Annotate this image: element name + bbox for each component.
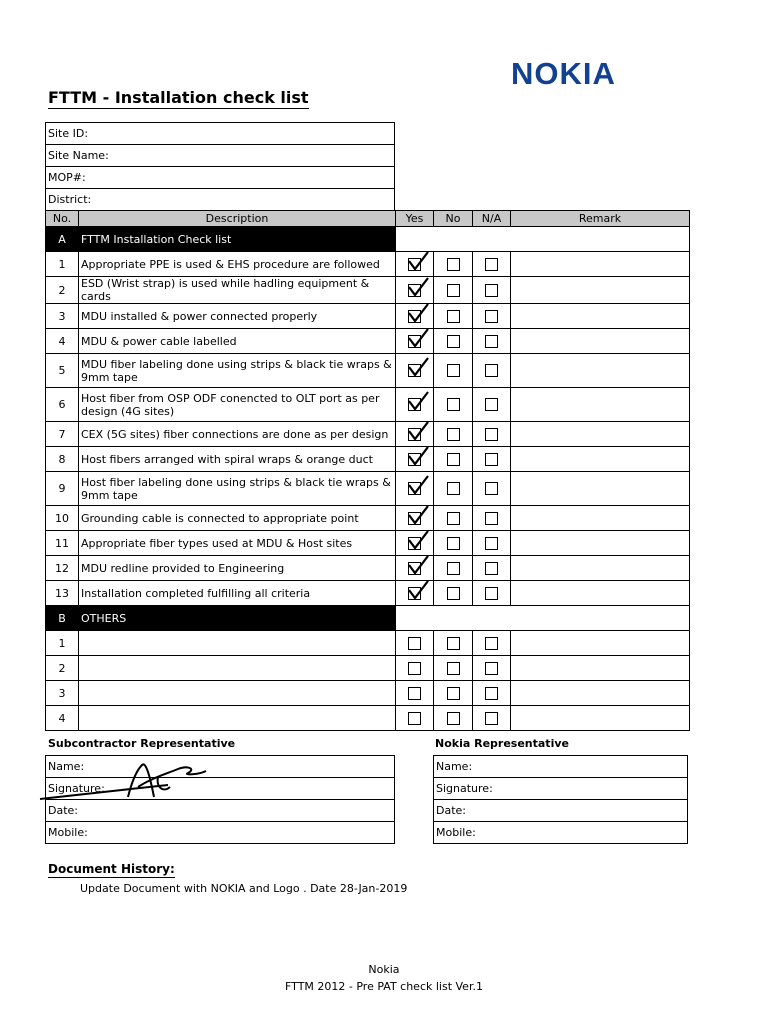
- na-checkbox[interactable]: [485, 453, 498, 466]
- yes-checkbox[interactable]: [408, 428, 421, 441]
- remark-cell[interactable]: [511, 447, 690, 472]
- section-a-title: FTTM Installation Check list: [79, 227, 396, 252]
- header-no-col: No: [434, 211, 473, 227]
- remark-cell[interactable]: [511, 681, 690, 706]
- item-description: Host fibers arranged with spiral wraps & orange duct: [79, 447, 396, 472]
- nokia-mobile-field[interactable]: Mobile:: [434, 822, 688, 844]
- item-number: 12: [46, 556, 79, 581]
- yes-checkbox[interactable]: [408, 662, 421, 675]
- item-number: 9: [46, 472, 79, 506]
- checklist-table: [45, 210, 690, 731]
- nokia-signature-field[interactable]: Signature:: [434, 778, 688, 800]
- section-b-letter: B: [46, 606, 79, 631]
- na-checkbox[interactable]: [485, 537, 498, 550]
- na-checkbox[interactable]: [485, 310, 498, 323]
- table-row: [46, 531, 690, 556]
- yes-checkbox[interactable]: [408, 310, 421, 323]
- other-description[interactable]: [79, 681, 396, 706]
- item-number: 1: [46, 252, 79, 277]
- signature-scribble: [38, 757, 213, 807]
- sub-mobile-field[interactable]: Mobile:: [46, 822, 395, 844]
- other-description[interactable]: [79, 631, 396, 656]
- subcontractor-title: Subcontractor Representative: [48, 737, 236, 750]
- document-title: FTTM - Installation check list: [48, 88, 309, 107]
- check-mark-icon: [406, 475, 432, 497]
- item-number: 13: [46, 581, 79, 606]
- document-history-title: Document History:: [48, 862, 175, 876]
- item-number: 7: [46, 422, 79, 447]
- remark-cell[interactable]: [511, 531, 690, 556]
- yes-checkbox[interactable]: [408, 587, 421, 600]
- check-mark-icon: [406, 581, 432, 602]
- no-checkbox[interactable]: [447, 712, 460, 725]
- na-checkbox[interactable]: [485, 712, 498, 725]
- yes-checkbox[interactable]: [408, 398, 421, 411]
- header-remark: Remark: [511, 211, 690, 227]
- check-mark-icon: [406, 329, 432, 350]
- yes-checkbox[interactable]: [408, 335, 421, 348]
- site-info-table: [45, 122, 395, 211]
- na-checkbox[interactable]: [485, 637, 498, 650]
- no-checkbox[interactable]: [447, 284, 460, 297]
- item-number: 5: [46, 354, 79, 388]
- sub-date-field[interactable]: Date:: [46, 800, 395, 822]
- table-row: [46, 472, 690, 506]
- remark-cell[interactable]: [511, 631, 690, 656]
- no-checkbox[interactable]: [447, 364, 460, 377]
- nokia-rep-table: [433, 755, 688, 844]
- check-mark-icon: [406, 447, 432, 468]
- table-row: [46, 329, 690, 354]
- other-number: 4: [46, 706, 79, 731]
- remark-cell[interactable]: [511, 354, 690, 388]
- no-checkbox[interactable]: [447, 310, 460, 323]
- na-checkbox[interactable]: [485, 687, 498, 700]
- table-row: [46, 304, 690, 329]
- check-mark-icon: [406, 252, 432, 273]
- item-description: ESD (Wrist strap) is used while hadling equipment & cards: [79, 277, 396, 304]
- item-description: CEX (5G sites) fiber connections are done as per design: [79, 422, 396, 447]
- check-mark-icon: [406, 556, 432, 577]
- na-checkbox[interactable]: [485, 428, 498, 441]
- section-a-letter: A: [46, 227, 79, 252]
- item-number: 11: [46, 531, 79, 556]
- table-row: [46, 581, 690, 606]
- remark-cell[interactable]: [511, 422, 690, 447]
- table-row: [46, 656, 690, 681]
- remark-cell[interactable]: [511, 388, 690, 422]
- table-row: [46, 422, 690, 447]
- remark-cell[interactable]: [511, 252, 690, 277]
- site-id-field[interactable]: Site ID:: [46, 123, 395, 145]
- no-checkbox[interactable]: [447, 512, 460, 525]
- item-number: 10: [46, 506, 79, 531]
- item-description: Appropriate PPE is used & EHS procedure are followed: [79, 252, 396, 277]
- item-description: Host fiber labeling done using strips & black tie wraps & 9mm tape: [79, 472, 396, 506]
- site-name-field[interactable]: Site Name:: [46, 145, 395, 167]
- item-description: MDU installed & power connected properly: [79, 304, 396, 329]
- footer-company: Nokia: [368, 963, 400, 976]
- yes-checkbox[interactable]: [408, 258, 421, 271]
- footer-version: FTTM 2012 - Pre PAT check list Ver.1: [285, 980, 483, 993]
- na-checkbox[interactable]: [485, 258, 498, 271]
- yes-checkbox[interactable]: [408, 482, 421, 495]
- table-row: [46, 252, 690, 277]
- remark-cell[interactable]: [511, 329, 690, 354]
- mop-field[interactable]: MOP#:: [46, 167, 395, 189]
- no-checkbox[interactable]: [447, 428, 460, 441]
- na-checkbox[interactable]: [485, 512, 498, 525]
- no-checkbox[interactable]: [447, 258, 460, 271]
- check-mark-icon: [406, 357, 432, 379]
- table-row: [46, 277, 690, 304]
- check-mark-icon: [406, 531, 432, 552]
- na-checkbox[interactable]: [485, 482, 498, 495]
- yes-checkbox[interactable]: [408, 537, 421, 550]
- remark-cell[interactable]: [511, 556, 690, 581]
- yes-checkbox[interactable]: [408, 637, 421, 650]
- item-number: 8: [46, 447, 79, 472]
- remark-cell[interactable]: [511, 472, 690, 506]
- document-history-text: Update Document with NOKIA and Logo . Date 28-Jan-2019: [80, 882, 408, 895]
- other-number: 1: [46, 631, 79, 656]
- check-mark-icon: [406, 422, 432, 443]
- check-mark-icon: [406, 277, 432, 299]
- item-description: MDU fiber labeling done using strips & black tie wraps & 9mm tape: [79, 354, 396, 388]
- nokia-date-field[interactable]: Date:: [434, 800, 688, 822]
- header-no: No.: [46, 211, 79, 227]
- table-row: [46, 354, 690, 388]
- yes-checkbox[interactable]: [408, 453, 421, 466]
- item-description: MDU & power cable labelled: [79, 329, 396, 354]
- item-description: MDU redline provided to Engineering: [79, 556, 396, 581]
- item-number: 2: [46, 277, 79, 304]
- na-checkbox[interactable]: [485, 562, 498, 575]
- yes-checkbox[interactable]: [408, 562, 421, 575]
- other-description[interactable]: [79, 706, 396, 731]
- yes-checkbox[interactable]: [408, 364, 421, 377]
- other-number: 2: [46, 656, 79, 681]
- table-row: [46, 388, 690, 422]
- no-checkbox[interactable]: [447, 687, 460, 700]
- item-description: Grounding cable is connected to appropriate point: [79, 506, 396, 531]
- remark-cell[interactable]: [511, 277, 690, 304]
- header-na: N/A: [473, 211, 511, 227]
- check-mark-icon: [406, 391, 432, 413]
- remark-cell[interactable]: [511, 581, 690, 606]
- no-checkbox[interactable]: [447, 482, 460, 495]
- check-mark-icon: [406, 304, 432, 325]
- table-row: [46, 556, 690, 581]
- na-checkbox[interactable]: [485, 398, 498, 411]
- table-row: [46, 631, 690, 656]
- remark-cell[interactable]: [511, 506, 690, 531]
- no-checkbox[interactable]: [447, 587, 460, 600]
- header-description: Description: [79, 211, 396, 227]
- sub-signature-field[interactable]: Signature:: [46, 778, 395, 800]
- item-number: 6: [46, 388, 79, 422]
- nokia-name-field[interactable]: Name:: [434, 756, 688, 778]
- no-checkbox[interactable]: [447, 662, 460, 675]
- no-checkbox[interactable]: [447, 562, 460, 575]
- item-description: Host fiber from OSP ODF conencted to OLT port as per design (4G sites): [79, 388, 396, 422]
- na-checkbox[interactable]: [485, 364, 498, 377]
- nokia-rep-title: Nokia Representative: [435, 737, 569, 750]
- remark-cell[interactable]: [511, 304, 690, 329]
- remark-cell[interactable]: [511, 656, 690, 681]
- no-checkbox[interactable]: [447, 398, 460, 411]
- na-checkbox[interactable]: [485, 284, 498, 297]
- no-checkbox[interactable]: [447, 537, 460, 550]
- yes-checkbox[interactable]: [408, 512, 421, 525]
- yes-checkbox[interactable]: [408, 687, 421, 700]
- yes-checkbox[interactable]: [408, 712, 421, 725]
- item-description: Installation completed fulfilling all criteria: [79, 581, 396, 606]
- item-number: 3: [46, 304, 79, 329]
- nokia-logo: NOKIA: [511, 56, 616, 91]
- no-checkbox[interactable]: [447, 637, 460, 650]
- na-checkbox[interactable]: [485, 587, 498, 600]
- item-description: Appropriate fiber types used at MDU & Host sites: [79, 531, 396, 556]
- remark-cell[interactable]: [511, 706, 690, 731]
- na-checkbox[interactable]: [485, 662, 498, 675]
- table-row: [46, 706, 690, 731]
- district-field[interactable]: District:: [46, 189, 395, 211]
- header-yes: Yes: [396, 211, 434, 227]
- na-checkbox[interactable]: [485, 335, 498, 348]
- other-description[interactable]: [79, 656, 396, 681]
- no-checkbox[interactable]: [447, 335, 460, 348]
- other-number: 3: [46, 681, 79, 706]
- table-row: [46, 681, 690, 706]
- sub-name-field[interactable]: Name:: [46, 756, 395, 778]
- item-number: 4: [46, 329, 79, 354]
- yes-checkbox[interactable]: [408, 284, 421, 297]
- table-row: [46, 506, 690, 531]
- section-b-title: OTHERS: [79, 606, 396, 631]
- table-row: [46, 447, 690, 472]
- check-mark-icon: [406, 506, 432, 527]
- no-checkbox[interactable]: [447, 453, 460, 466]
